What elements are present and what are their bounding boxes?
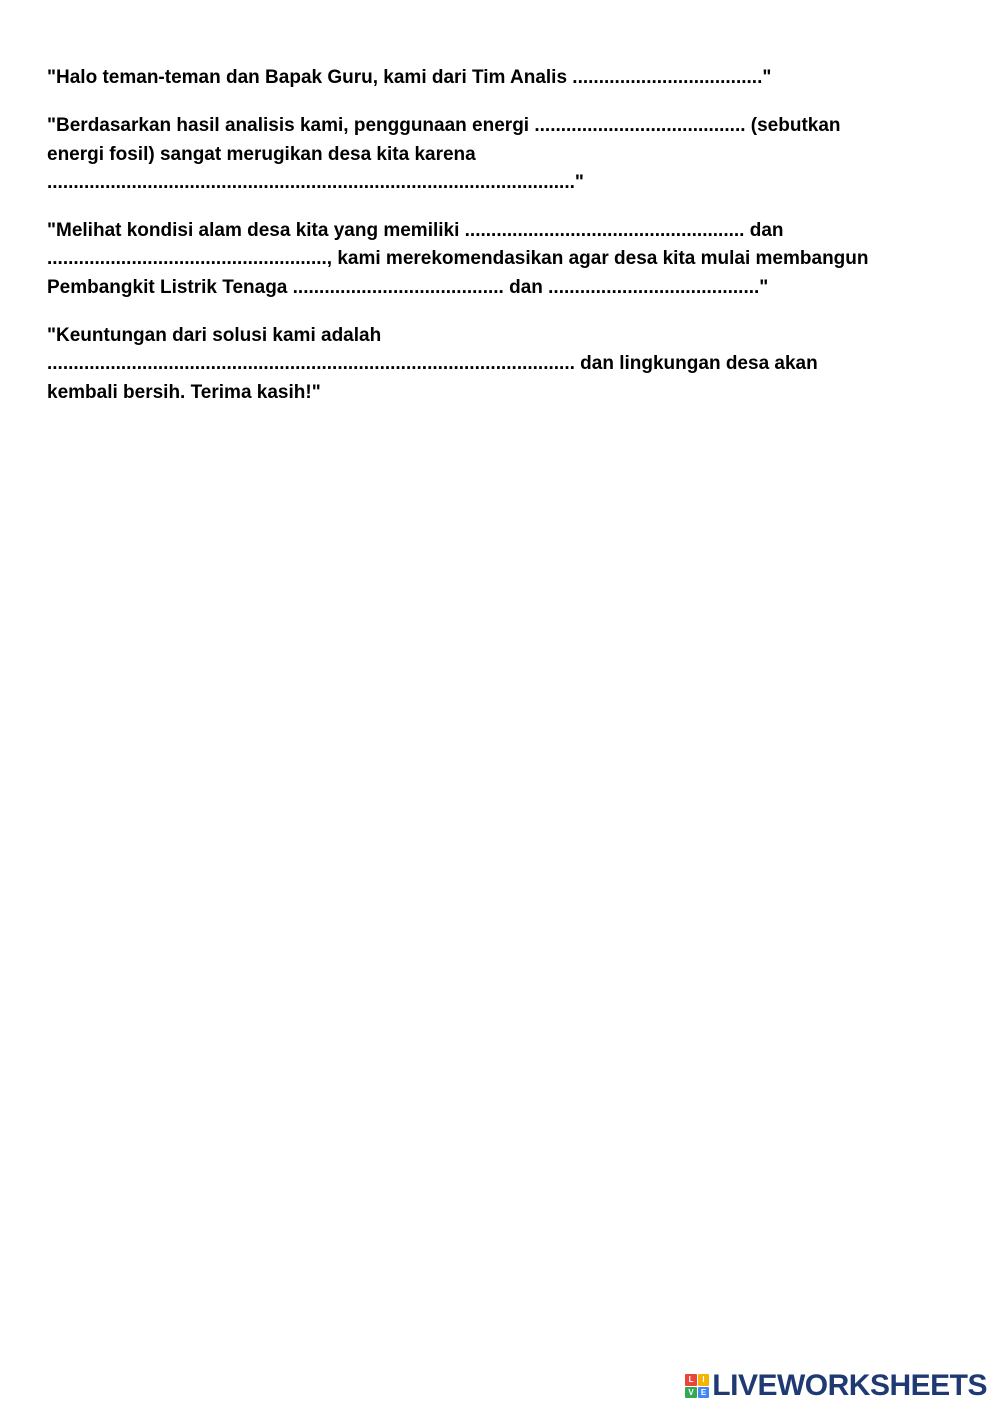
paragraph-recommendation bbox=[47, 217, 937, 302]
liveworksheets-logo bbox=[685, 1371, 987, 1401]
text-line: "Melihat kondisi alam desa kita yang memiliki ..................................................... dan bbox=[47, 220, 784, 242]
logo-tile-e: E bbox=[698, 1387, 710, 1399]
text-line: ....................................................., kami merekomendasikan agar desa kita mulai membangun bbox=[47, 248, 869, 270]
text-line: "Berdasarkan hasil analisis kami, penggunaan energi ........................................ (sebutkan bbox=[47, 115, 841, 137]
text-line: energi fosil) sangat merugikan desa kita karena bbox=[47, 143, 476, 165]
text-line: kembali bersih. Terima kasih!" bbox=[47, 381, 321, 403]
liveworksheets-logo-icon bbox=[685, 1374, 709, 1398]
text-line: Pembangkit Listrik Tenaga ........................................ dan ........................................" bbox=[47, 276, 769, 298]
text-line: "Keuntungan dari solusi kami adalah bbox=[47, 325, 382, 347]
paragraph-greeting bbox=[47, 64, 937, 92]
paragraph-analysis bbox=[47, 112, 937, 197]
logo-tile-l: L bbox=[685, 1374, 697, 1386]
logo-tile-v: V bbox=[685, 1387, 697, 1399]
text-line: "Halo teman-teman dan Bapak Guru, kami dari Tim Analis ...................................." bbox=[47, 67, 772, 88]
logo-tile-i: I bbox=[698, 1374, 710, 1386]
text-line: ...................................................................................................." bbox=[47, 171, 584, 193]
liveworksheets-wordmark: LIVEWORKSHEETS bbox=[712, 1369, 987, 1402]
paragraph-benefits bbox=[47, 322, 937, 407]
worksheet-body bbox=[47, 64, 937, 427]
text-line: .................................................................................................... dan lingkungan desa akan bbox=[47, 353, 818, 375]
